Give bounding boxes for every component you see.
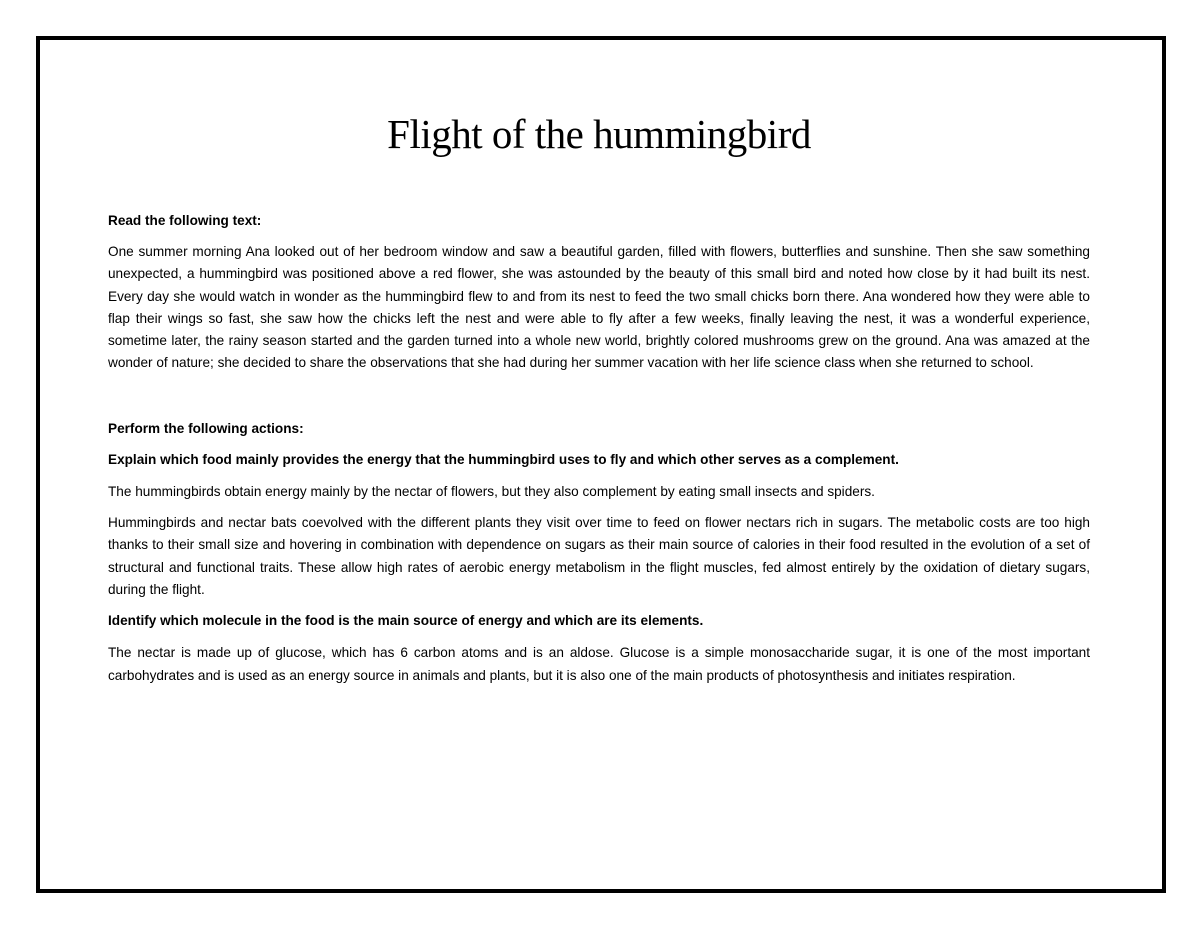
- story-paragraph: One summer morning Ana looked out of her bedroom window and saw a beautiful garden, filled with flowers, butterflies and sunshine. Then she saw something unexpected, a hummingbird was positioned above a red flower, she was astounded by the beauty of this small bird and noted how close by it had built its nest. Every day she would watch in wonder as the hummingbird flew to and from its nest to feed the two small chicks born there. Ana wondered how they were able to flap their wings so fast, she saw how the chicks left the nest and were able to fly after a few weeks, finally leaving the nest, it was a wonderful experience, sometime later, the rainy season started and the garden turned into a whole new world, brightly colored mushrooms grew on the ground. Ana was amazed at the wonder of nature; she decided to share the observations that she had during her summer vacation with her life science class when she returned to school.: [108, 244, 1090, 371]
- document-body: [108, 110, 1090, 696]
- document-title: Flight of the hummingbird: [387, 111, 811, 157]
- spacer: [108, 384, 1090, 418]
- answer-1-detail: Hummingbirds and nectar bats coevolved with the different plants they visit over time to feed on flower nectars rich in sugars. The metabolic costs are too high thanks to their small size and hovering in combination with dependence on sugars as their main source of calories in their food resulted in the evolution of a set of structural and functional traits. These allow high rates of aerobic energy metabolism in the flight muscles, fed almost entirely by the oxidation of dietary sugars, during the flight.: [108, 515, 1090, 597]
- question-1: Explain which food mainly provides the energy that the hummingbird uses to fly and which other serves as a complement.: [108, 451, 899, 467]
- read-instruction: Read the following text:: [108, 213, 262, 228]
- answer-1-summary: The hummingbirds obtain energy mainly by the nectar of flowers, but they also complement by eating small insects and spiders.: [108, 483, 875, 499]
- answer-2: The nectar is made up of glucose, which has 6 carbon atoms and is an aldose. Glucose is a simple monosaccharide sugar, it is one of the most important carbohydrates and is used as an energy source in animals and plants, but it is also one of the main products of photosynthesis and initiates respiration.: [108, 645, 1090, 683]
- actions-instruction: Perform the following actions:: [108, 420, 304, 436]
- question-2: Identify which molecule in the food is the main source of energy and which are its elements.: [108, 613, 704, 629]
